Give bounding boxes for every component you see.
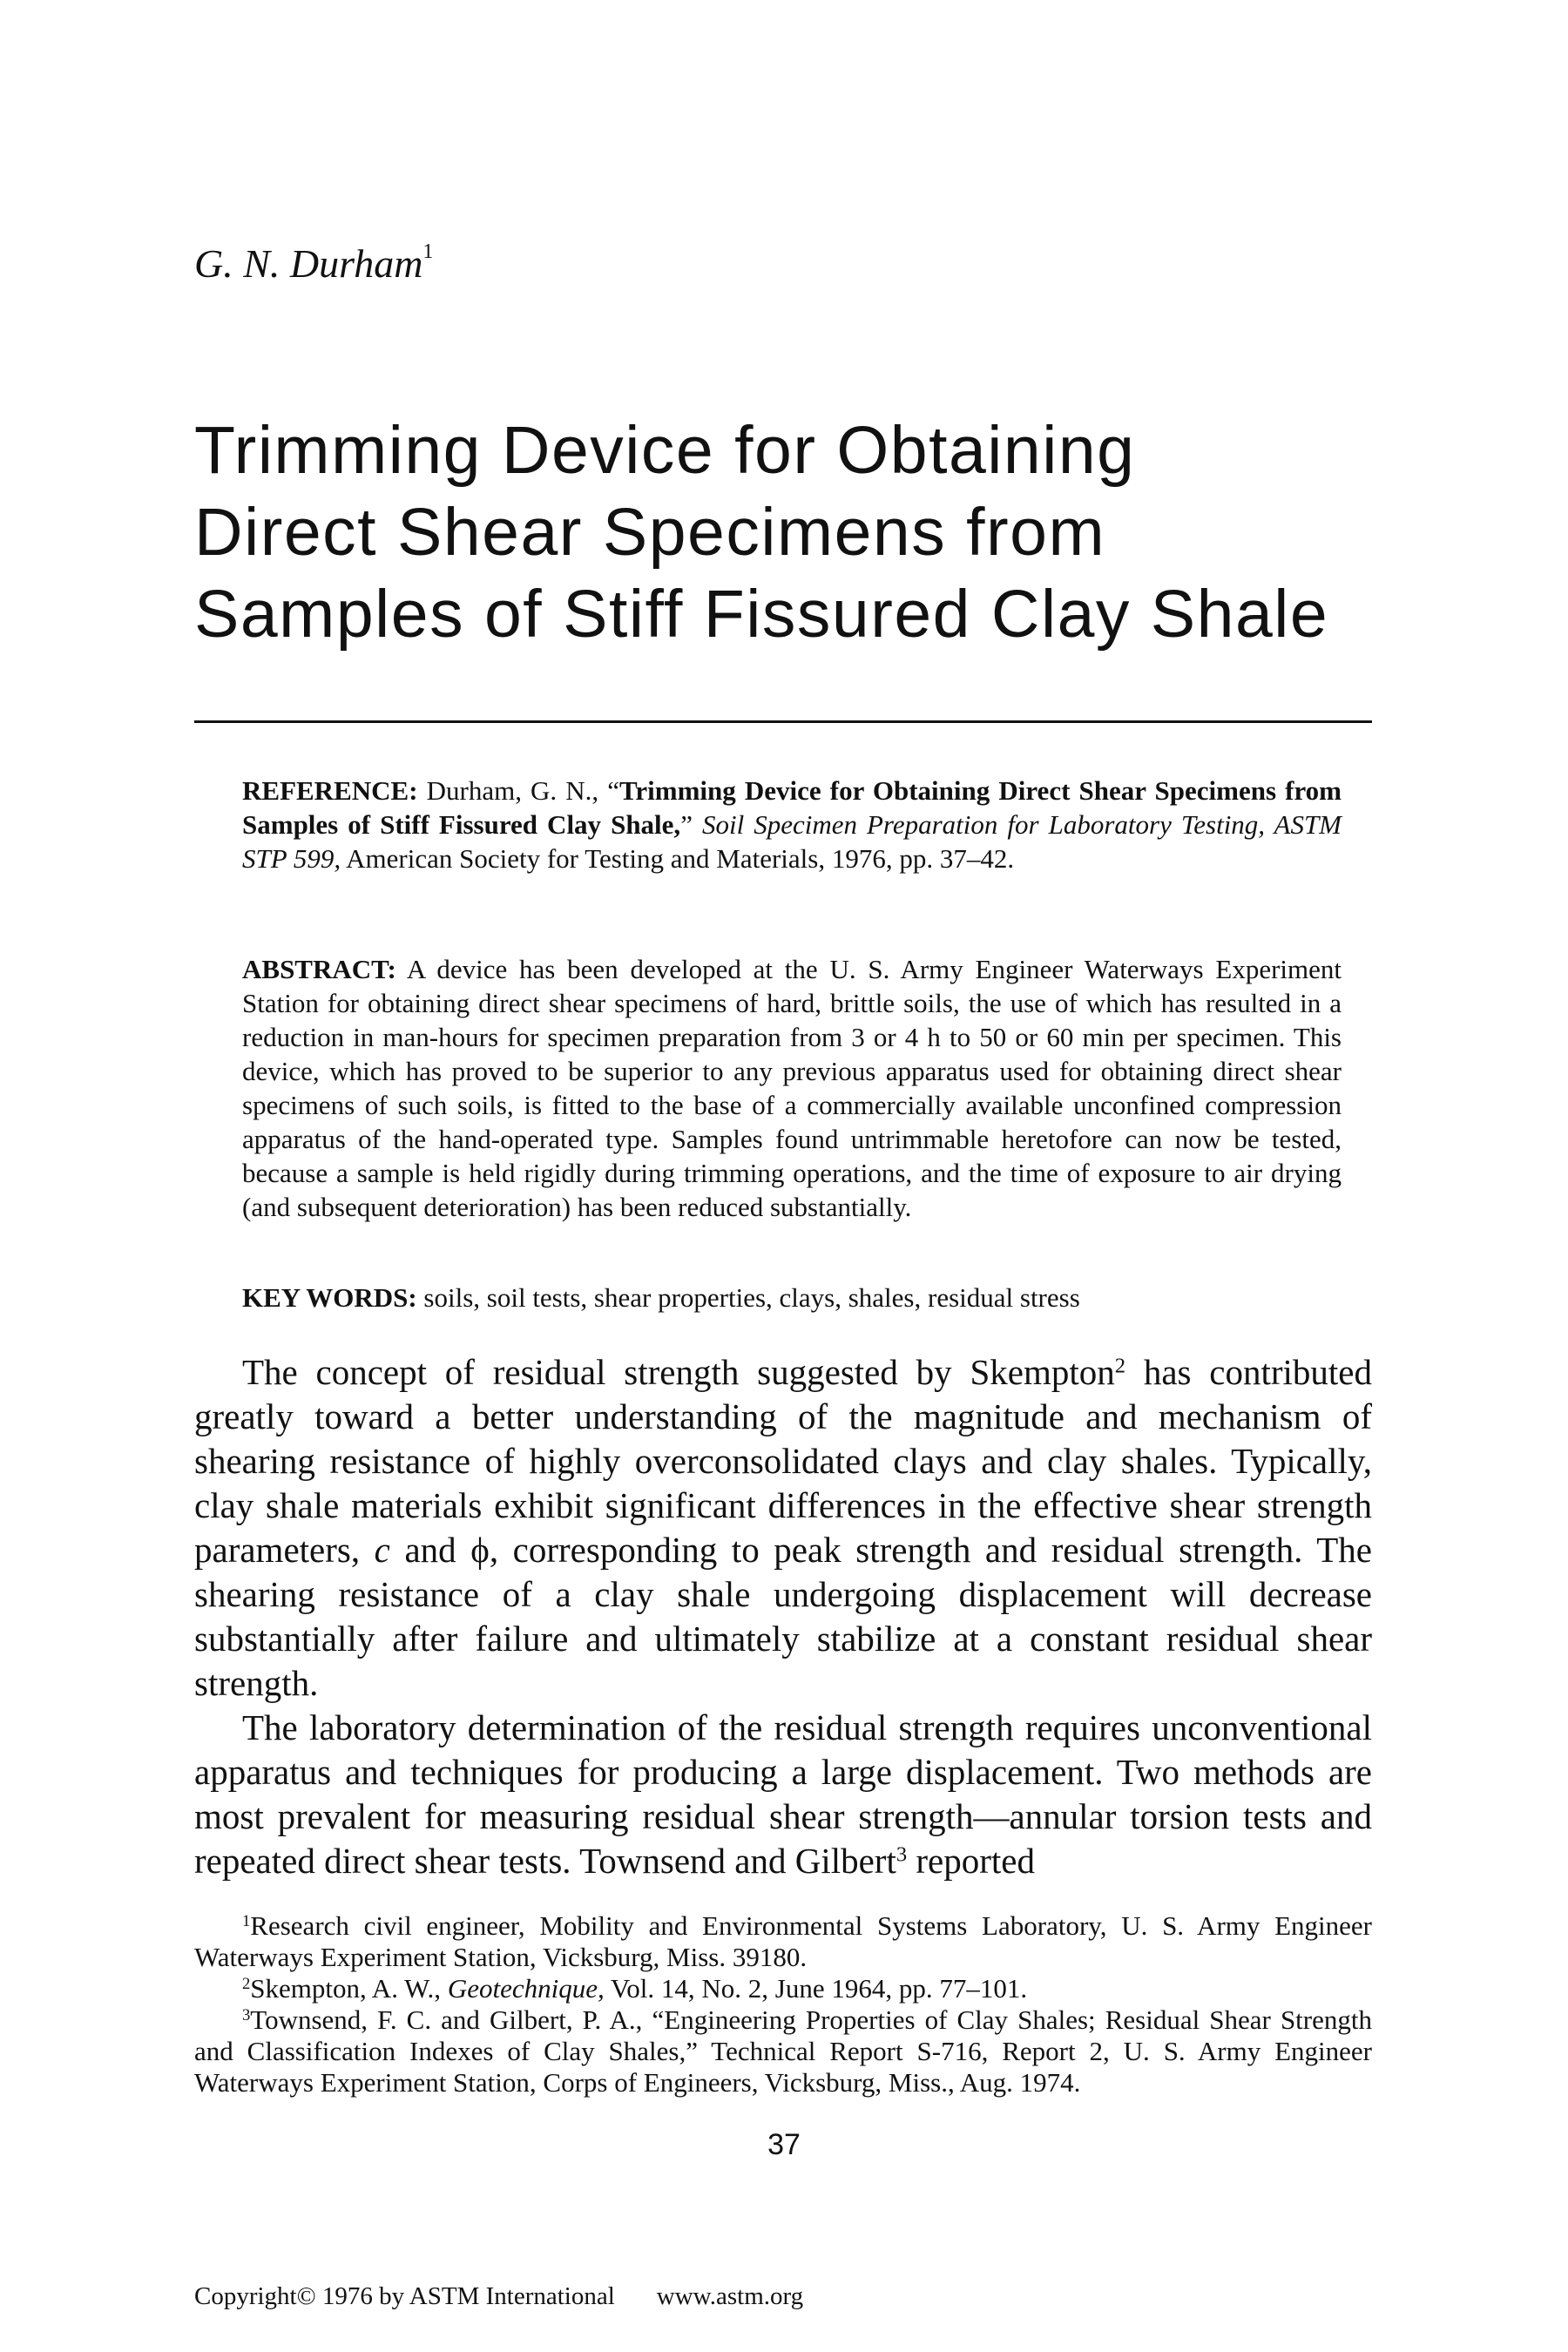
reference-book-title: Soil Specimen Preparation for Laboratory Testing, ASTM STP 599, — [242, 809, 1342, 874]
page-number: 37 — [767, 2128, 801, 2161]
body-text — [194, 1350, 1372, 1883]
footnote-1 — [194, 1910, 1372, 1973]
author-name-text: G. N. Durham — [194, 241, 423, 286]
title-divider — [194, 720, 1372, 723]
body-paragraph-2 — [194, 1706, 1372, 1883]
title-line-2: Direct Shear Specimens from — [194, 495, 1106, 570]
title-line-3: Samples of Stiff Fissured Clay Shale — [194, 577, 1329, 652]
footnote-2-journal: Geotechnique, — [447, 1973, 605, 2004]
symbol-phi: ϕ — [470, 1530, 490, 1570]
abstract-block — [242, 952, 1342, 1224]
reference-publisher: American Society for Testing and Materials, 1976, pp. 37–42. — [341, 843, 1015, 874]
footnote-3 — [194, 2004, 1372, 2099]
title-line-1: Trimming Device for Obtaining — [194, 413, 1136, 488]
body-p1-text-a: The concept of residual strength suggested by Skempton — [242, 1352, 1115, 1392]
footnote-1-text: Research civil engineer, Mobility and Environmental Systems Laboratory, U. S. Army Engineer Waterways Experiment Station, Vicksburg, Miss. 39180. — [194, 1910, 1372, 1972]
footnote-3-number: 3 — [242, 2005, 251, 2024]
copyright-text: Copyright© 1976 by ASTM International — [194, 2282, 615, 2310]
footnote-2-number: 2 — [242, 1974, 251, 1993]
body-p2-text-b: reported — [907, 1841, 1035, 1881]
citation-marker-2: 2 — [1114, 1354, 1126, 1378]
body-p2-text-a: The laboratory determination of the residual strength requires unconventional apparatus and techniques for producing a large displacement. Two methods are most prevalent for measuring residual shear strength—annular torsion tests and repeated direct shear tests. Townsend and Gilbert — [194, 1707, 1372, 1881]
copyright-footer — [194, 2282, 803, 2311]
footnote-2-text-b: Vol. 14, No. 2, June 1964, pp. 77–101. — [604, 1973, 1028, 2004]
body-p1-text-e: , corresponding to peak strength and residual strength. The shearing resistance of a clay shale undergoing displacement will decrease substantially after failure and ultimately stabilize at a constant residual shear strength. — [194, 1530, 1373, 1703]
symbol-c: c — [374, 1530, 390, 1570]
footnote-2-text-a: Skempton, A. W., — [250, 1973, 448, 2004]
footnote-1-number: 1 — [242, 1911, 251, 1930]
reference-quote-close: ” — [680, 809, 702, 840]
author-name — [194, 240, 433, 287]
reference-block — [242, 774, 1342, 875]
abstract-label: ABSTRACT: — [242, 954, 396, 984]
author-footnote-marker: 1 — [422, 240, 434, 263]
paper-title — [194, 409, 1414, 655]
footnotes — [194, 1910, 1372, 2099]
abstract-text: A device has been developed at the U. S. Army Engineer Waterways Experiment Station for obtaining direct shear specimens of hard, brittle soils, the use of which has resulted in a reduction in man-hours for specimen preparation from 3 or 4 h to 50 or 60 min per specimen. This device, which has proved to be superior to any previous apparatus used for obtaining direct shear specimens of such soils, is fitted to the base of a commercially available unconfined compression apparatus of the hand-operated type. Samples found untrimmable heretofore can now be tested, because a sample is held rigidly during trimming operations, and the time of exposure to air drying (and subsequent deterioration) has been reduced substantially. — [242, 954, 1342, 1222]
publisher-url[interactable]: www.astm.org — [656, 2282, 804, 2310]
keywords-label: KEY WORDS: — [242, 1282, 417, 1313]
body-p1-text-b: has contributed greatly toward a better understanding of the magnitude and mechanism of shearing resistance of highly overconsolidated clays and clay shales. Typically, clay shale materials exhibit significant differences in the effective shear strength parameters, — [194, 1352, 1372, 1570]
keywords-block — [242, 1281, 1342, 1315]
citation-marker-3: 3 — [896, 1842, 908, 1867]
reference-authors: Durham, G. N., “ — [417, 775, 620, 806]
reference-article-title: Trimming Device for Obtaining Direct Shear Specimens from Samples of Stiff Fissured Clay Shale, — [242, 775, 1342, 840]
footnote-2 — [194, 1973, 1372, 2004]
keywords-text: soils, soil tests, shear properties, clays, shales, residual stress — [416, 1282, 1080, 1313]
footnote-3-text: Townsend, F. C. and Gilbert, P. A., “Engineering Properties of Clay Shales; Residual Shear Strength and Classification Indexes of Clay Shales,” Technical Report S-716, Report 2, U. S. Army Engineer Waterways Experiment Station, Corps of Engineers, Vicksburg, Miss., Aug. 1974. — [194, 2004, 1372, 2098]
reference-label: REFERENCE: — [242, 775, 418, 806]
body-p1-text-d: and — [389, 1530, 471, 1570]
body-paragraph-1 — [194, 1350, 1372, 1706]
